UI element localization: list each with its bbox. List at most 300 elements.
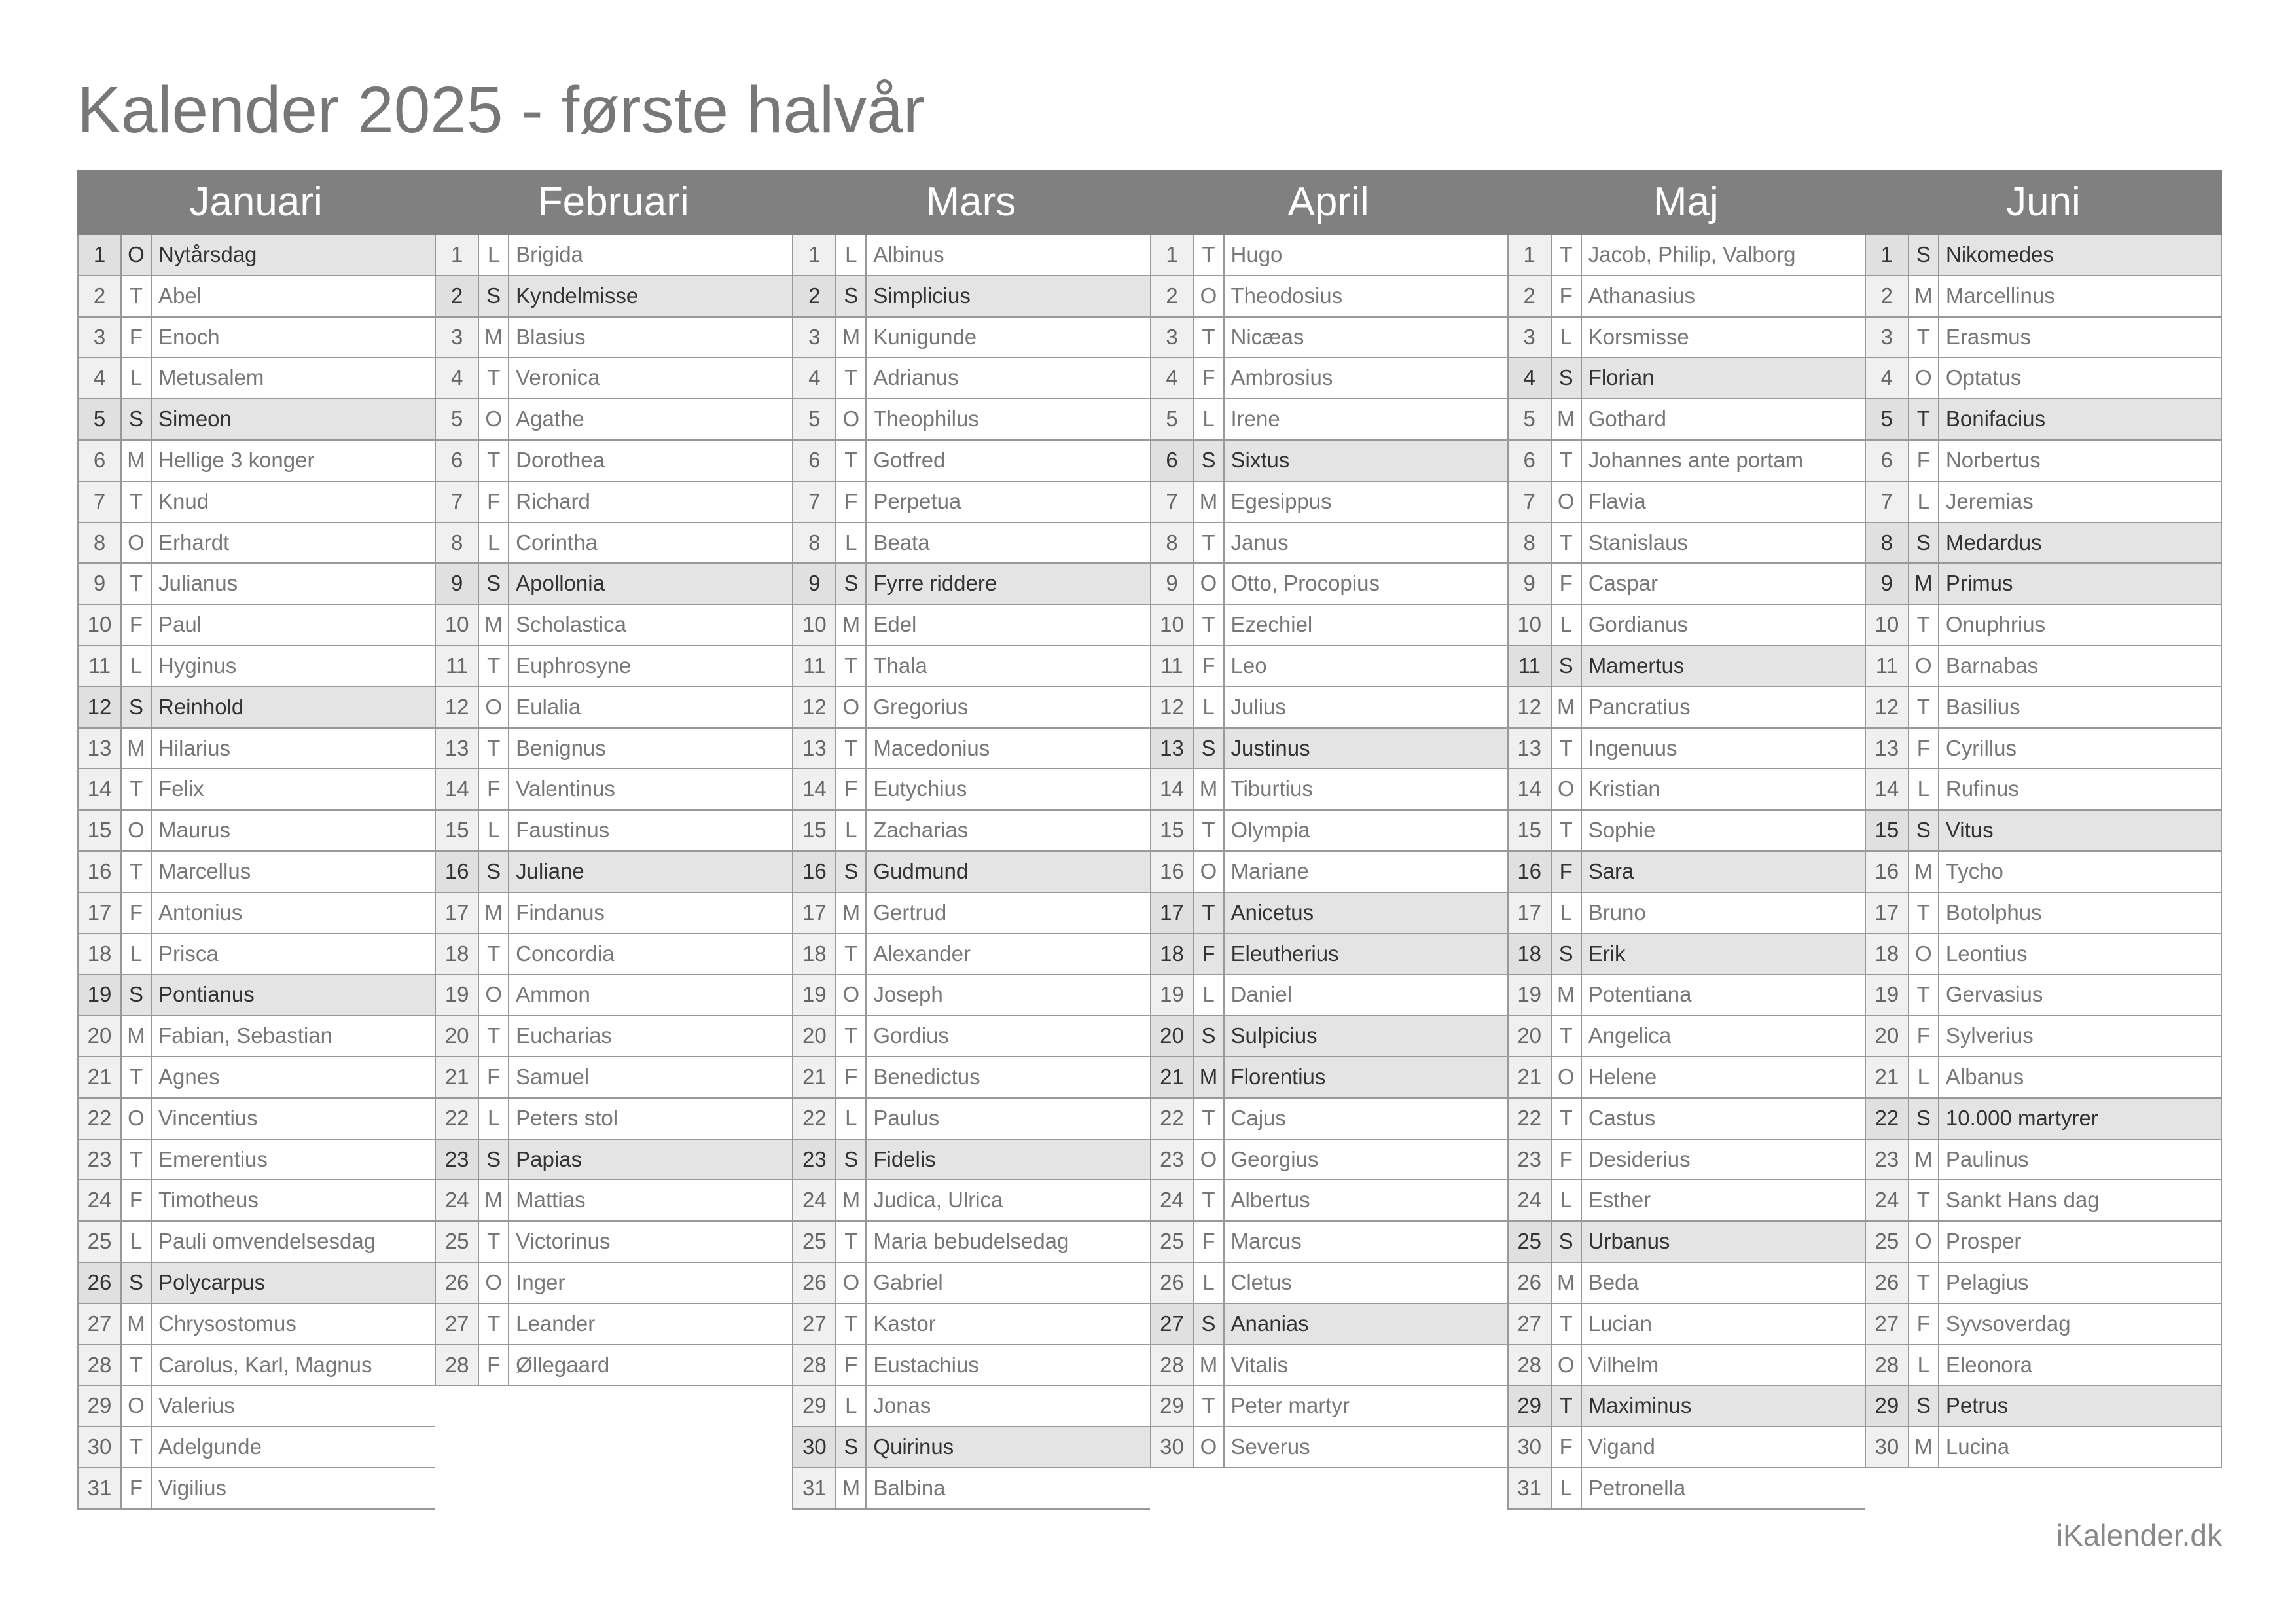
- weekday-letter: O: [836, 399, 867, 439]
- weekday-letter: T: [479, 1304, 509, 1344]
- weekday-letter: T: [1194, 235, 1225, 275]
- name-day: Petrus: [1945, 1393, 2009, 1418]
- day-row: [792, 1222, 1149, 1263]
- name-day: Fidelis: [873, 1146, 936, 1171]
- month-column-juni: [1865, 235, 2222, 1468]
- day-number: 1: [1151, 235, 1194, 275]
- day-number: 26: [1509, 1263, 1552, 1303]
- day-row: [1507, 893, 1865, 934]
- day-number: 2: [793, 276, 836, 316]
- day-number: 22: [1866, 1099, 1909, 1139]
- name-day: Dorothea: [516, 447, 605, 472]
- weekday-letter: L: [836, 1099, 867, 1139]
- name-day: Cletus: [1230, 1269, 1293, 1294]
- day-row: [1150, 811, 1507, 852]
- name-day: Tycho: [1945, 858, 2003, 883]
- name-day: Julianus: [158, 571, 238, 596]
- weekday-letter: F: [836, 1057, 867, 1097]
- day-number: 25: [1509, 1222, 1552, 1262]
- day-number: 22: [79, 1099, 122, 1139]
- day-row: [1865, 729, 2222, 770]
- name-day: Florian: [1588, 365, 1655, 390]
- day-row: [1150, 1345, 1507, 1387]
- day-row: [1507, 276, 1865, 318]
- name-day: Beda: [1588, 1269, 1639, 1294]
- day-row: [1507, 1140, 1865, 1181]
- day-number: 30: [1866, 1427, 1909, 1467]
- day-row: [77, 769, 435, 811]
- weekday-letter: L: [1552, 1468, 1582, 1508]
- day-number: 16: [1509, 852, 1552, 892]
- name-day: Eucharias: [516, 1023, 612, 1048]
- weekday-letter: F: [836, 482, 867, 522]
- day-row: [77, 1263, 435, 1304]
- weekday-letter: F: [1194, 1222, 1225, 1262]
- day-number: 11: [436, 646, 479, 686]
- day-row: [1150, 235, 1507, 276]
- day-row: [77, 729, 435, 770]
- day-number: 11: [79, 646, 122, 686]
- weekday-letter: O: [1194, 1427, 1225, 1467]
- name-day: Balbina: [873, 1475, 946, 1500]
- name-day: Desiderius: [1588, 1146, 1691, 1171]
- name-day: Botolphus: [1945, 900, 2042, 924]
- day-row: [1865, 482, 2222, 523]
- day-number: 20: [1151, 1016, 1194, 1056]
- day-row: [792, 399, 1149, 441]
- day-number: 11: [1151, 646, 1194, 686]
- day-number: 19: [1151, 975, 1194, 1015]
- weekday-letter: M: [1909, 1140, 1939, 1180]
- day-row: [77, 276, 435, 318]
- day-row: [77, 646, 435, 687]
- day-number: 30: [1509, 1427, 1552, 1467]
- name-day: Jeremias: [1945, 488, 2034, 513]
- name-day: Findanus: [516, 900, 605, 924]
- name-day: Julius: [1230, 694, 1286, 719]
- day-number: 23: [1509, 1140, 1552, 1180]
- day-row: [1507, 523, 1865, 564]
- day-row: [1150, 1180, 1507, 1222]
- day-number: 8: [793, 523, 836, 563]
- day-number: 4: [1509, 358, 1552, 398]
- day-number: 22: [793, 1099, 836, 1139]
- name-day: Corintha: [516, 530, 598, 555]
- day-number: 30: [79, 1427, 122, 1467]
- name-day: Victorinus: [516, 1229, 611, 1254]
- weekday-letter: L: [1194, 1263, 1225, 1303]
- weekday-letter: M: [836, 1180, 867, 1220]
- weekday-letter: L: [479, 811, 509, 850]
- day-row: [77, 441, 435, 482]
- day-row: [1150, 482, 1507, 523]
- day-number: 25: [793, 1222, 836, 1262]
- day-row: [435, 235, 792, 276]
- weekday-letter: F: [122, 893, 152, 933]
- name-day: Egesippus: [1230, 488, 1332, 513]
- day-row: [1865, 1345, 2222, 1387]
- day-row: [1150, 441, 1507, 482]
- name-day: Prisca: [158, 941, 219, 966]
- day-number: 18: [436, 934, 479, 974]
- day-number: 6: [1866, 441, 1909, 481]
- day-row: [792, 1468, 1149, 1510]
- name-day: Esther: [1588, 1188, 1651, 1213]
- day-number: 2: [436, 276, 479, 316]
- day-number: 25: [436, 1222, 479, 1262]
- name-day: Adrianus: [873, 365, 959, 390]
- day-row: [435, 276, 792, 318]
- name-day: Gervasius: [1945, 982, 2043, 1007]
- name-day: Paulus: [873, 1105, 940, 1130]
- name-day: Johannes ante portam: [1588, 447, 1804, 472]
- day-row: [1507, 1468, 1865, 1510]
- name-day: Urbanus: [1588, 1229, 1670, 1254]
- name-day: Erhardt: [158, 530, 230, 555]
- day-row: [1507, 235, 1865, 276]
- day-number: 17: [436, 893, 479, 933]
- day-row: [792, 1386, 1149, 1427]
- name-day: Gordius: [873, 1023, 949, 1048]
- name-day: Vitus: [1945, 818, 1994, 843]
- day-row: [1507, 1099, 1865, 1140]
- month-header-januari: Januari: [189, 179, 323, 225]
- name-day: Kastor: [873, 1311, 936, 1336]
- day-row: [77, 811, 435, 852]
- day-number: 8: [1866, 523, 1909, 563]
- name-day: Samuel: [516, 1064, 590, 1089]
- name-day: Lucina: [1945, 1434, 2010, 1459]
- name-day: Ambrosius: [1230, 365, 1333, 390]
- name-day: Scholastica: [516, 612, 626, 637]
- weekday-letter: F: [1552, 1427, 1582, 1467]
- weekday-letter: S: [836, 1427, 867, 1467]
- day-number: 4: [1866, 358, 1909, 398]
- weekday-letter: T: [1909, 687, 1939, 727]
- name-day: Apollonia: [516, 571, 605, 596]
- weekday-letter: M: [479, 318, 509, 357]
- weekday-letter: T: [1194, 318, 1225, 357]
- day-number: 13: [793, 729, 836, 769]
- month-column-februari: [435, 235, 792, 1386]
- name-day: Simeon: [158, 407, 232, 431]
- weekday-letter: T: [122, 1427, 152, 1467]
- day-number: 15: [436, 811, 479, 850]
- day-number: 9: [1866, 564, 1909, 604]
- day-number: 14: [79, 769, 122, 809]
- day-number: 28: [79, 1345, 122, 1385]
- day-row: [77, 1468, 435, 1510]
- weekday-letter: O: [1909, 358, 1939, 398]
- name-day: Emerentius: [158, 1146, 268, 1171]
- day-number: 23: [79, 1140, 122, 1180]
- name-day: Pelagius: [1945, 1269, 2029, 1294]
- weekday-letter: M: [1194, 1345, 1225, 1385]
- weekday-letter: O: [1194, 564, 1225, 604]
- day-row: [77, 358, 435, 399]
- name-day: Otto, Procopius: [1230, 571, 1380, 596]
- day-row: [435, 564, 792, 605]
- weekday-letter: F: [1909, 1304, 1939, 1344]
- name-day: Gertrud: [873, 900, 947, 924]
- day-row: [435, 482, 792, 523]
- name-day: Georgius: [1230, 1146, 1319, 1171]
- name-day: Leander: [516, 1311, 596, 1336]
- name-day: Fyrre riddere: [873, 571, 997, 596]
- day-number: 6: [1509, 441, 1552, 481]
- name-day: Thala: [873, 653, 927, 678]
- day-row: [1507, 1263, 1865, 1304]
- weekday-letter: O: [1909, 934, 1939, 974]
- name-day: Justinus: [1230, 735, 1310, 760]
- day-number: 20: [1866, 1016, 1909, 1056]
- weekday-letter: T: [836, 441, 867, 481]
- weekday-letter: F: [1552, 1140, 1582, 1180]
- month-header-maj: Maj: [1653, 179, 1719, 225]
- weekday-letter: S: [836, 564, 867, 604]
- weekday-letter: O: [1552, 1057, 1582, 1097]
- weekday-letter: T: [1909, 318, 1939, 357]
- weekday-letter: S: [479, 1140, 509, 1180]
- weekday-letter: F: [479, 1057, 509, 1097]
- weekday-letter: M: [479, 1180, 509, 1220]
- weekday-letter: L: [1909, 482, 1939, 522]
- day-row: [1507, 441, 1865, 482]
- day-number: 27: [1866, 1304, 1909, 1344]
- name-day: Quirinus: [873, 1434, 954, 1459]
- name-day: Anicetus: [1230, 900, 1314, 924]
- weekday-letter: L: [836, 523, 867, 563]
- name-day: Eulalia: [516, 694, 581, 719]
- weekday-letter: T: [1552, 1016, 1582, 1056]
- day-number: 17: [793, 893, 836, 933]
- day-row: [1865, 399, 2222, 441]
- day-number: 27: [79, 1304, 122, 1344]
- name-day: Reinhold: [158, 694, 244, 719]
- weekday-letter: M: [836, 605, 867, 645]
- day-number: 16: [1866, 852, 1909, 892]
- name-day: Polycarpus: [158, 1269, 266, 1294]
- month-column-april: [1150, 235, 1507, 1468]
- weekday-letter: T: [1194, 1099, 1225, 1139]
- name-day: Kristian: [1588, 776, 1660, 801]
- day-row: [435, 1140, 792, 1181]
- day-row: [792, 646, 1149, 687]
- name-day: Vigand: [1588, 1434, 1655, 1459]
- name-day: Bonifacius: [1945, 407, 2046, 431]
- weekday-letter: M: [479, 605, 509, 645]
- name-day: Blasius: [516, 324, 586, 349]
- weekday-letter: T: [1552, 1386, 1582, 1426]
- weekday-letter: T: [1194, 1180, 1225, 1220]
- day-row: [1150, 564, 1507, 605]
- day-number: 5: [1509, 399, 1552, 439]
- month-column-maj: [1507, 235, 1865, 1510]
- weekday-letter: M: [479, 893, 509, 933]
- weekday-letter: S: [1909, 1386, 1939, 1426]
- day-number: 22: [436, 1099, 479, 1139]
- day-row: [1865, 1016, 2222, 1057]
- weekday-letter: M: [1552, 399, 1582, 439]
- day-row: [1150, 276, 1507, 318]
- weekday-letter: S: [479, 276, 509, 316]
- day-number: 9: [436, 564, 479, 604]
- name-day: Benedictus: [873, 1064, 980, 1089]
- name-day: Cyrillus: [1945, 735, 2017, 760]
- day-number: 8: [1151, 523, 1194, 563]
- day-row: [1150, 934, 1507, 976]
- day-number: 2: [1151, 276, 1194, 316]
- day-row: [1150, 1304, 1507, 1345]
- weekday-letter: S: [479, 852, 509, 892]
- weekday-letter: T: [122, 482, 152, 522]
- day-number: 10: [1866, 605, 1909, 645]
- name-day: Lucian: [1588, 1311, 1652, 1336]
- name-day: Concordia: [516, 941, 615, 966]
- day-number: 26: [436, 1263, 479, 1303]
- day-number: 12: [1151, 687, 1194, 727]
- day-number: 16: [436, 852, 479, 892]
- day-number: 5: [436, 399, 479, 439]
- name-day: Øllegaard: [516, 1352, 610, 1377]
- day-row: [435, 1016, 792, 1057]
- day-number: 3: [79, 318, 122, 357]
- name-day: Stanislaus: [1588, 530, 1688, 555]
- weekday-letter: T: [836, 358, 867, 398]
- day-row: [435, 1345, 792, 1387]
- weekday-letter: S: [1909, 235, 1939, 275]
- day-row: [792, 235, 1149, 276]
- day-number: 13: [79, 729, 122, 769]
- weekday-letter: F: [122, 605, 152, 645]
- name-day: Kunigunde: [873, 324, 977, 349]
- name-day: Erasmus: [1945, 324, 2032, 349]
- name-day: Onuphrius: [1945, 612, 2046, 637]
- weekday-letter: F: [1194, 934, 1225, 974]
- name-day: Syvsoverdag: [1945, 1311, 2071, 1336]
- weekday-letter: L: [1194, 687, 1225, 727]
- day-row: [1150, 1016, 1507, 1057]
- day-row: [1507, 358, 1865, 399]
- day-number: 15: [1151, 811, 1194, 850]
- day-row: [435, 441, 792, 482]
- day-number: 2: [1866, 276, 1909, 316]
- day-number: 18: [1509, 934, 1552, 974]
- name-day: Ananias: [1230, 1311, 1309, 1336]
- weekday-letter: L: [479, 235, 509, 275]
- day-row: [77, 1222, 435, 1263]
- day-row: [77, 1140, 435, 1181]
- day-row: [1865, 564, 2222, 605]
- weekday-letter: T: [122, 564, 152, 604]
- weekday-letter: F: [1909, 441, 1939, 481]
- day-row: [792, 1345, 1149, 1387]
- weekday-letter: T: [1194, 1386, 1225, 1426]
- name-day: Antonius: [158, 900, 243, 924]
- day-row: [435, 318, 792, 359]
- day-row: [77, 893, 435, 934]
- day-row: [792, 1304, 1149, 1345]
- name-day: Metusalem: [158, 365, 264, 390]
- day-row: [1865, 852, 2222, 893]
- day-row: [77, 235, 435, 276]
- name-day: Nicæas: [1230, 324, 1304, 349]
- weekday-letter: T: [1909, 399, 1939, 439]
- name-day: Maximinus: [1588, 1393, 1692, 1418]
- weekday-letter: M: [1909, 276, 1939, 316]
- name-day: Theophilus: [873, 407, 979, 431]
- name-day: Nikomedes: [1945, 242, 2054, 266]
- name-day: Marcus: [1230, 1229, 1302, 1254]
- weekday-letter: L: [479, 1099, 509, 1139]
- day-number: 23: [793, 1140, 836, 1180]
- day-number: 27: [1509, 1304, 1552, 1344]
- day-row: [435, 358, 792, 399]
- day-number: 24: [1151, 1180, 1194, 1220]
- weekday-letter: S: [1194, 729, 1225, 769]
- month-header-juni: Juni: [2006, 179, 2081, 225]
- day-number: 20: [79, 1016, 122, 1056]
- day-row: [792, 1099, 1149, 1140]
- weekday-letter: F: [122, 318, 152, 357]
- name-day: Nytårsdag: [158, 242, 257, 266]
- weekday-letter: M: [1194, 482, 1225, 522]
- day-number: 29: [1151, 1386, 1194, 1426]
- weekday-letter: F: [479, 769, 509, 809]
- day-number: 14: [436, 769, 479, 809]
- name-day: Gothard: [1588, 407, 1666, 431]
- day-number: 28: [793, 1345, 836, 1385]
- calendar-grid: [77, 235, 2222, 1510]
- weekday-letter: L: [122, 1222, 152, 1262]
- weekday-letter: T: [1194, 893, 1225, 933]
- day-row: [1865, 1180, 2222, 1222]
- name-day: Agathe: [516, 407, 584, 431]
- weekday-letter: F: [836, 1345, 867, 1385]
- weekday-letter: S: [122, 687, 152, 727]
- name-day: Zacharias: [873, 818, 969, 843]
- name-day: Marcellinus: [1945, 283, 2055, 308]
- day-row: [435, 975, 792, 1016]
- name-day: Tiburtius: [1230, 776, 1313, 801]
- name-day: Angelica: [1588, 1023, 1672, 1048]
- weekday-letter: T: [122, 1057, 152, 1097]
- weekday-letter: T: [836, 729, 867, 769]
- weekday-letter: T: [1194, 811, 1225, 850]
- day-row: [792, 687, 1149, 729]
- weekday-letter: T: [1909, 1180, 1939, 1220]
- name-day: Leo: [1230, 653, 1267, 678]
- day-number: 28: [1866, 1345, 1909, 1385]
- day-row: [1865, 646, 2222, 687]
- name-day: Edel: [873, 612, 917, 637]
- day-number: 7: [1151, 482, 1194, 522]
- name-day: Ammon: [516, 982, 590, 1007]
- day-number: 26: [79, 1263, 122, 1303]
- day-number: 25: [79, 1222, 122, 1262]
- weekday-letter: M: [836, 893, 867, 933]
- day-row: [1150, 605, 1507, 646]
- day-number: 3: [1866, 318, 1909, 357]
- day-row: [1507, 1386, 1865, 1427]
- name-day: Albertus: [1230, 1188, 1310, 1213]
- weekday-letter: O: [1194, 276, 1225, 316]
- day-row: [1865, 605, 2222, 646]
- name-day: Vigilius: [158, 1475, 226, 1500]
- day-row: [1507, 729, 1865, 770]
- day-row: [1507, 852, 1865, 893]
- day-row: [1507, 318, 1865, 359]
